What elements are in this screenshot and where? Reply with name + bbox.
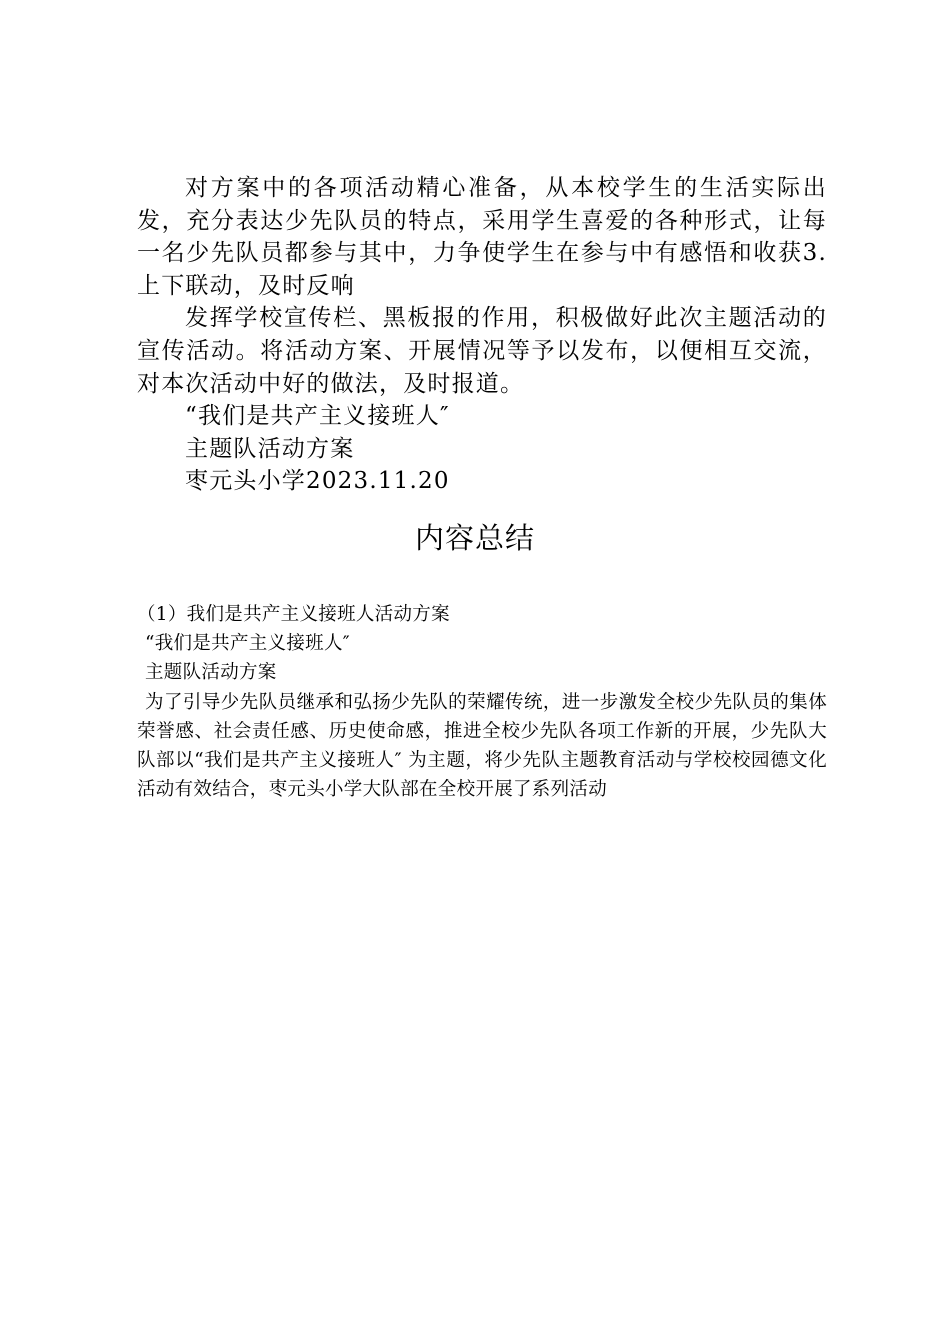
summary-item-1: （1）我们是共产主义接班人活动方案 xyxy=(137,604,450,625)
line-school-date: 枣元头小学2023.11.20 xyxy=(185,468,450,495)
summary-heading: 内容总结 xyxy=(414,521,535,555)
line-theme-quote: “我们是共产主义接班人″ xyxy=(185,403,450,430)
paragraph-publicity: 发挥学校宣传栏、黑板报的作用，积极做好此次主题活动的宣传活动。将活动方案、开展情况等予以发布，以便相互交流，对本次活动中好的做法，及时报道。 xyxy=(137,305,827,397)
summary-body xyxy=(137,600,827,804)
summary-item-3: 主题队活动方案 xyxy=(145,662,277,684)
summary-paragraph: 为了引导少先队员继承和弘扬少先队的荣耀传统，进一步激发全校少先队员的集体荣誉感、社会责任感、历史使命感，推进全校少先队各项工作新的开展，少先队大队部以“我们是共产主义接班人″ 为主题，将少先队主题教育活动与学校校园德文化活动有效结合，枣元头小学大队部在全校开展了系列活动 xyxy=(137,691,827,801)
summary-item-2: “我们是共产主义接班人″ xyxy=(145,633,350,655)
paragraph-activity-preparation: 对方案中的各项活动精心准备，从本校学生的生活实际出发，充分表达少先队员的特点，采用学生喜爱的各种形式，让每一名少先队员都参与其中，力争使学生在参与中有感悟和收获3.上下联动，及时反响 xyxy=(137,175,827,299)
document-body-upper xyxy=(137,172,827,498)
line-plan-title: 主题队活动方案 xyxy=(185,435,355,462)
